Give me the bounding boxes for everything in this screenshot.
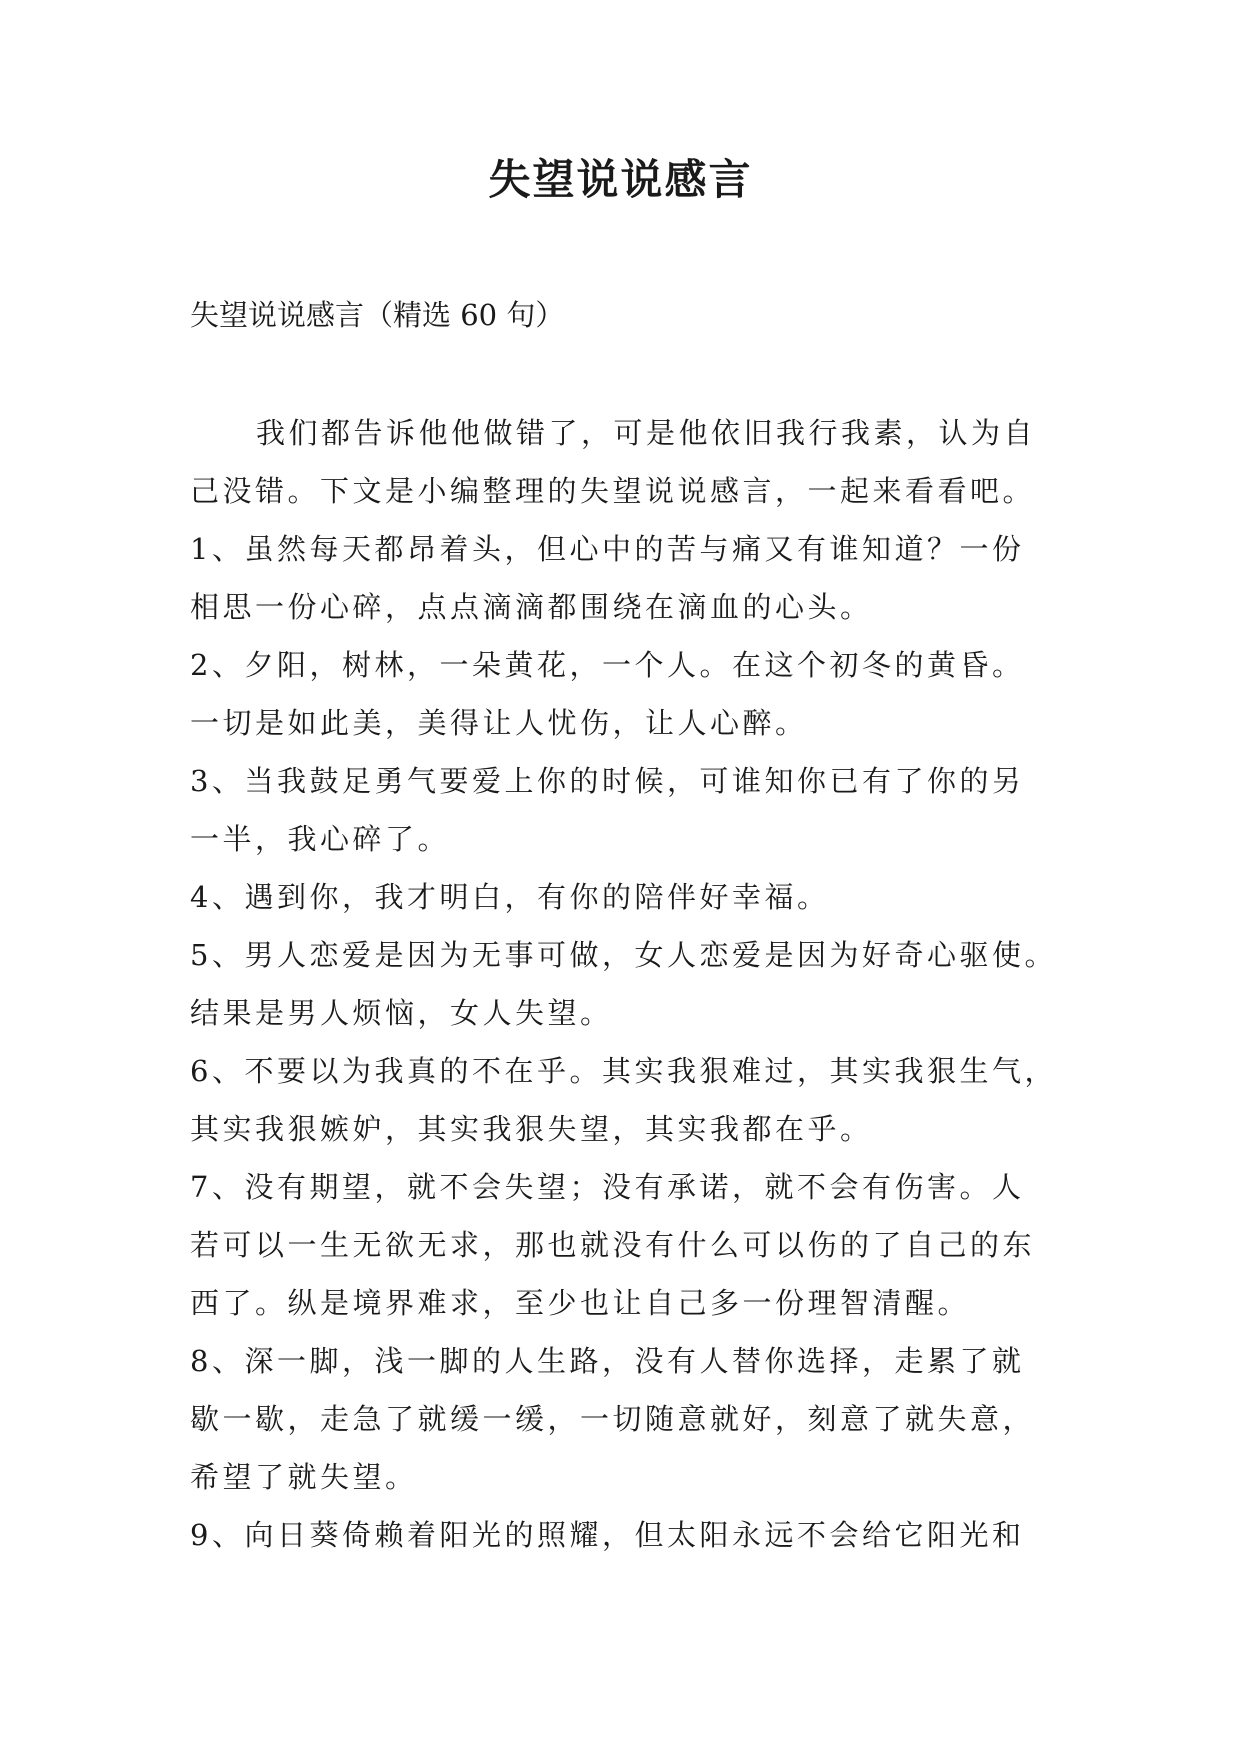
body-line: 7、没有期望，就不会失望；没有承诺，就不会有伤害。人 [190, 1170, 1025, 1204]
body-line: 其实我狠嫉妒，其实我狠失望，其实我都在乎。 [190, 1112, 873, 1146]
document-subtitle: 失望说说感言（精选 60 句） [190, 298, 565, 332]
body-line: 2、夕阳，树林，一朵黄花，一个人。在这个初冬的黄昏。 [190, 648, 1025, 682]
body-line: 4、遇到你，我才明白，有你的陪伴好幸福。 [190, 880, 830, 914]
body-line: 5、男人恋爱是因为无事可做，女人恋爱是因为好奇心驱使。 [190, 938, 1057, 972]
body-line: 1、虽然每天都昂着头，但心中的苦与痛又有谁知道？一份 [190, 532, 1025, 566]
body-line: 我们都告诉他他做错了，可是他依旧我行我素，认为自 [256, 416, 1037, 450]
body-line: 9、向日葵倚赖着阳光的照耀，但太阳永远不会给它阳光和 [190, 1518, 1025, 1552]
body-line: 一半，我心碎了。 [190, 822, 451, 856]
body-line: 3、当我鼓足勇气要爱上你的时候，可谁知你已有了你的另 [190, 764, 1025, 798]
body-line: 一切是如此美，美得让人忧伤，让人心醉。 [190, 706, 808, 740]
body-line: 结果是男人烦恼，女人失望。 [190, 996, 613, 1030]
body-line: 西了。纵是境界难求，至少也让自己多一份理智清醒。 [190, 1286, 971, 1320]
document-body [190, 404, 1070, 1564]
document-title: 失望说说感言 [488, 155, 753, 204]
body-line: 歇一歇，走急了就缓一缓，一切随意就好，刻意了就失意， [190, 1402, 1036, 1436]
body-line: 己没错。下文是小编整理的失望说说感言，一起来看看吧。 [190, 474, 1036, 508]
body-line: 相思一份心碎，点点滴滴都围绕在滴血的心头。 [190, 590, 873, 624]
body-line: 8、深一脚，浅一脚的人生路，没有人替你选择，走累了就 [190, 1344, 1025, 1378]
body-line: 若可以一生无欲无求，那也就没有什么可以伤的了自己的东 [190, 1228, 1036, 1262]
body-line: 希望了就失望。 [190, 1460, 418, 1494]
body-line: 6、不要以为我真的不在乎。其实我狠难过，其实我狠生气， [190, 1054, 1057, 1088]
